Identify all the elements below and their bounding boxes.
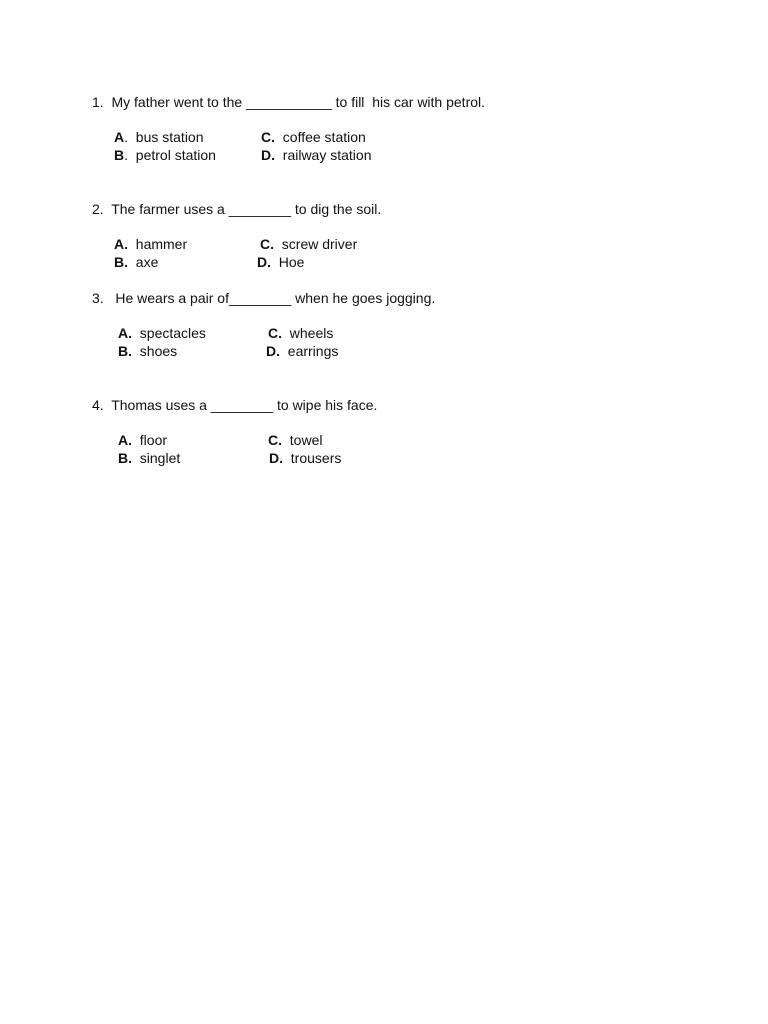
option-letter: A. (118, 325, 132, 341)
question-number: 1. (92, 94, 104, 110)
option-1b: B. petrol station (114, 147, 216, 163)
question-number: 4. (92, 397, 104, 413)
question-text: He wears a pair of________ when he goes jogging. (111, 290, 436, 306)
option-text: trousers (290, 450, 342, 466)
option-letter: A (114, 129, 125, 145)
question-number: 2. (92, 201, 104, 217)
option-1d (261, 146, 371, 164)
option-2b (114, 253, 158, 271)
option-text: petrol station (135, 147, 216, 163)
question-2 (92, 200, 381, 218)
option-text: bus station (135, 129, 204, 145)
option-text: floor (139, 432, 168, 448)
option-1a: A. bus station (114, 129, 204, 145)
option-1c (261, 128, 366, 146)
option-letter: B (114, 147, 125, 163)
option-2c (260, 235, 357, 253)
option-text: towel (289, 432, 323, 448)
option-2d (257, 253, 304, 271)
option-text: earrings (287, 343, 339, 359)
option-4a (118, 431, 167, 449)
option-text: spectacles (139, 325, 206, 341)
option-text: coffee station (282, 129, 366, 145)
option-letter: B. (114, 254, 128, 270)
option-text: railway station (282, 147, 372, 163)
question-1 (92, 93, 485, 111)
option-letter: D. (266, 343, 280, 359)
option-text: singlet (139, 450, 181, 466)
option-letter: C. (268, 325, 282, 341)
option-letter: D. (257, 254, 271, 270)
option-text: wheels (289, 325, 334, 341)
option-letter: B. (118, 450, 132, 466)
option-letter: D. (269, 450, 283, 466)
option-4b (118, 449, 180, 467)
question-text: My father went to the ___________ to fill his car with petrol. (111, 94, 486, 110)
option-text: screw driver (281, 236, 358, 252)
option-4c (268, 431, 322, 449)
option-letter: C. (261, 129, 275, 145)
option-letter: B. (118, 343, 132, 359)
option-3d (266, 342, 338, 360)
option-text: hammer (135, 236, 188, 252)
option-2a (114, 235, 187, 253)
option-text: axe (135, 254, 159, 270)
option-text: Hoe (278, 254, 305, 270)
option-letter: A. (114, 236, 128, 252)
question-text: Thomas uses a ________ to wipe his face. (111, 397, 378, 413)
option-letter: C. (268, 432, 282, 448)
option-letter: A. (118, 432, 132, 448)
question-text: The farmer uses a ________ to dig the soil. (111, 201, 382, 217)
option-3b (118, 342, 177, 360)
option-4d (269, 449, 341, 467)
option-letter: C. (260, 236, 274, 252)
option-3a (118, 324, 206, 342)
question-number: 3. (92, 290, 104, 306)
option-text: shoes (139, 343, 178, 359)
option-3c (268, 324, 333, 342)
question-4 (92, 396, 377, 414)
question-3 (92, 289, 435, 307)
option-letter: D. (261, 147, 275, 163)
